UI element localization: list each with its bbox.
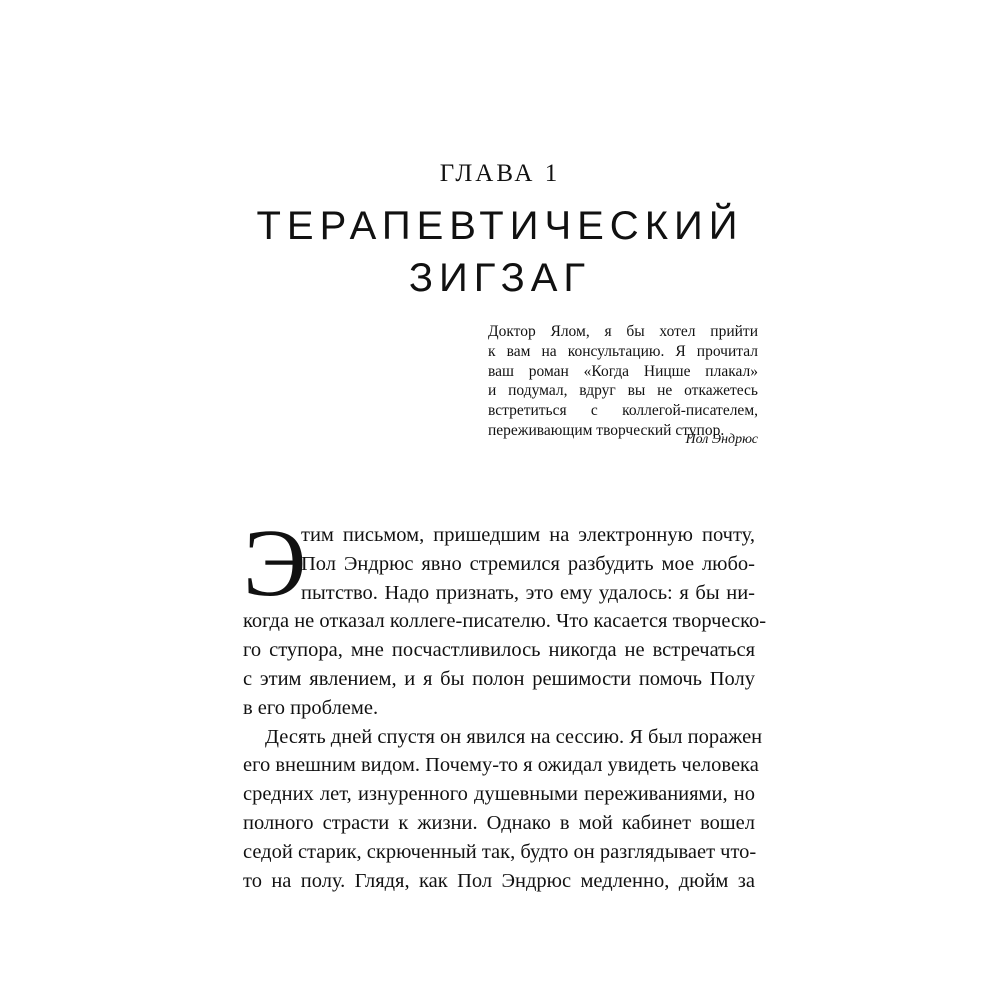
chapter-title-line-2: ЗИГЗАГ	[408, 256, 592, 300]
chapter-title-line-1: ТЕРАПЕВТИЧЕСКИЙ	[256, 204, 744, 248]
body-line: Десять дней спустя он явился на сессию. Я был поражен	[265, 725, 763, 748]
epigraph	[488, 322, 758, 441]
body-line: то на полу. Глядя, как Пол Эндрюс медленно, дюйм за	[243, 869, 755, 892]
body-line: средних лет, изнуренного душевными переживаниями, но	[243, 783, 755, 806]
epigraph-line: и подумал, вдруг вы не откажетесь	[488, 382, 758, 400]
body-line: тим письмом, пришедшим на электронную почту,	[301, 524, 755, 546]
epigraph-line: Доктор Ялом, я бы хотел прийти	[488, 323, 758, 340]
epigraph-line: к вам на консультацию. Я прочитал	[488, 342, 758, 360]
body-line: седой старик, скрюченный так, будто он разглядывает что-	[243, 840, 757, 863]
body-line: го ступора, мне посчастливилось никогда не встречаться	[243, 639, 755, 662]
body-text	[243, 509, 767, 895]
chapter-label: ГЛАВА 1	[439, 160, 561, 187]
epigraph-author: Пол Эндрюс	[685, 432, 758, 447]
body-line: когда не отказал коллеге-писателю. Что касается творческо-	[243, 610, 767, 633]
epigraph-line: ваш роман «Когда Ницше плакал»	[488, 362, 758, 380]
chapter-title	[0, 200, 1000, 304]
body-line: в его проблеме.	[243, 696, 379, 719]
body-line: полного страсти к жизни. Однако в мой кабинет вошел	[243, 811, 755, 834]
body-line: Пол Эндрюс явно стремился разбудить мое любо-	[301, 552, 755, 575]
epigraph-line: переживающим творческий ступор.	[488, 421, 725, 439]
drop-cap: Э	[243, 509, 307, 616]
body-line: пытство. Надо признать, это ему удалось: я бы ни-	[301, 581, 755, 604]
epigraph-line: встретиться с коллегой-писателем,	[488, 402, 758, 420]
body-line: его внешним видом. Почему-то я ожидал увидеть человека	[243, 754, 759, 777]
body-line: с этим явлением, и я бы полон решимости помочь Полу	[243, 667, 755, 690]
